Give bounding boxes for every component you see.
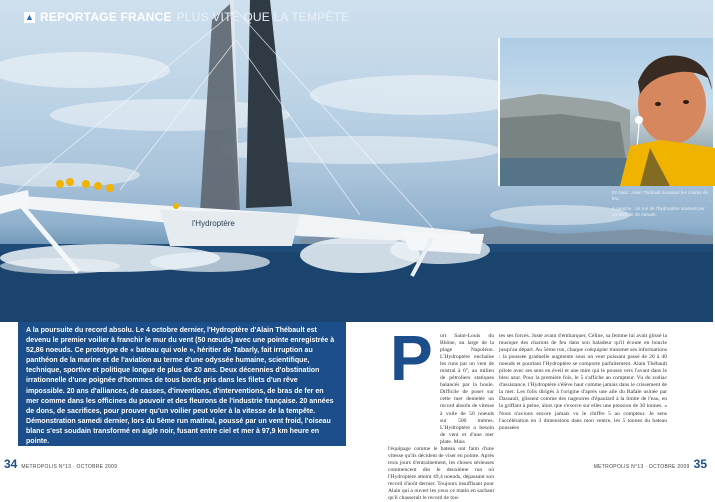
section-kicker: REPORTAGE FRANCE (40, 10, 172, 24)
section-subkicker: PLUS VITE QUE LA TEMPÊTE (176, 10, 350, 24)
caption-top: En haut : Alain Thébault écoutant les chants de feu. (612, 190, 708, 201)
magazine-info-left: METROPOLIS N°13 · OCTOBRE 2009 (21, 464, 118, 470)
body-column-1 (388, 333, 494, 502)
life-jacket (620, 140, 715, 186)
arrow-up-icon: ▲ (25, 11, 34, 22)
lead-text: A la poursuite du record absolu. Le 4 octobre dernier, l'Hydroptère d'Alain Thébault est devenu le premier voilier à franchir le mur du vent (50 nœuds) avec une pointe enregistrée à 52,86 noeuds. Ce prototype de « bateau qui vole », héritier de Tabarly, fait irruption au panthéon de la marine et de l'aviation au terme d'une odyssée humaine, scientifique, technique, sportive et politique longue de plus de 20 ans. Deux décennies d'obstination irrationnelle d'une poignée d'hommes de tous bords pris dans les filets d'un rêve impossible. 20 ans d'alliances, de casses, d'inventions, d'interventions, de bras de fer en mer comme dans les officines du pouvoir et des fleurons de l'industrie française. 20 années de dons, de sacrifices, pour prouver qu'un voilier peut voler à la vitesse de la tempête. Démonstration samedi dernier, lors du 5ème run matinal, poussé par un vent froid, l'oiseau blanc s'est soudain transformé en aigle noir, fusant entre ciel et mer à 97,9 km heure en pointe. (26, 327, 335, 446)
earphone (635, 116, 643, 124)
page-number-left: 34 (4, 457, 18, 471)
inset-portrait-photo (498, 38, 713, 186)
column-1-continued: l'équipage comme le bateau ont faim d'une vitesse qu'ils décident de viser en pointe. Après trois jours d'entraînement, les choses sérieuses commencent dès le deuxième run où l'Hydroptère atteint 49,4 noeuds, dépassant son record d'août dernier. Toujours insuffisant pour Alain qui a ouvert les yeux ce matin en sachant qu'il chasserait le record de tou- (388, 445, 494, 502)
magazine-info-right: METROPOLIS N°13 · OCTOBRE 2009 (593, 464, 690, 470)
column-2-text: tes ses forces. Juste avant d'embarquer, Céline, sa femme lui avait glissé la musique des chariots de feu dans son baladeur qu'il écoute en boucle jusqu'au départ. Au 5ème run, chaque coéquipier transmet ses informations : la poussée graduelle augmente sous un vent puissant passé de 20 à 40 noeuds et pourtant l'Hydroptère se comporte parfaitement. Alain Thébault pilote avec ses sens en éveil et une mire qui le pousse vers l'avant dans le bleu azur. Pour la première fois, le 5 s'affiche au compteur. Vu du zodiac d'assistance, l'Hydroptère s'élève haut comme jamais dans le crissement de la mer. Les foils dirigés à l'origine d'après une aile du Rafale usinée par Dassault, glissent comme des nageoires d'épaulard à la limite de l'eau, en la griffant à peine, alors que s'exerce sur elles une pression de 30 tonnes. « Nous n'avions encore jamais vu le chiffre 5 au compteur. Je sens l'accélération en 3 dimensions dans mon ventre, les 5 tonnes du bateau poussées (499, 333, 667, 431)
footer-left (4, 457, 117, 471)
photo-captions (612, 190, 708, 222)
lead-box (18, 322, 346, 446)
body-column-2 (499, 333, 667, 443)
caption-left: À gauche : un run de l'hydroptère soulevé par un vent de 25 nœuds. (612, 206, 705, 217)
central-hull (160, 210, 300, 246)
hull-lettering: l'Hydroptère (192, 219, 235, 228)
portrait-illustration (500, 38, 715, 186)
section-header (24, 10, 349, 24)
page-number-right: 35 (693, 457, 707, 471)
drop-cap: P (390, 322, 433, 394)
column-1-opening: ort Saint-Louis du Rhône, au large de la plage Napoléon. L'Hydroptère enchaîne les runs par un vent de mistral à 6°, au milieu de pétroliers statiques balancés par la houle. Difficile de poser sur cette mer dentelée un record absolu de vitesse à voile de 50 noeuds sur 500 mètres. L'Hydroptère a besoin de vent et d'une mer plate. Mais (440, 333, 494, 445)
mainsail-dark (246, 0, 292, 208)
footer-right (594, 457, 707, 471)
